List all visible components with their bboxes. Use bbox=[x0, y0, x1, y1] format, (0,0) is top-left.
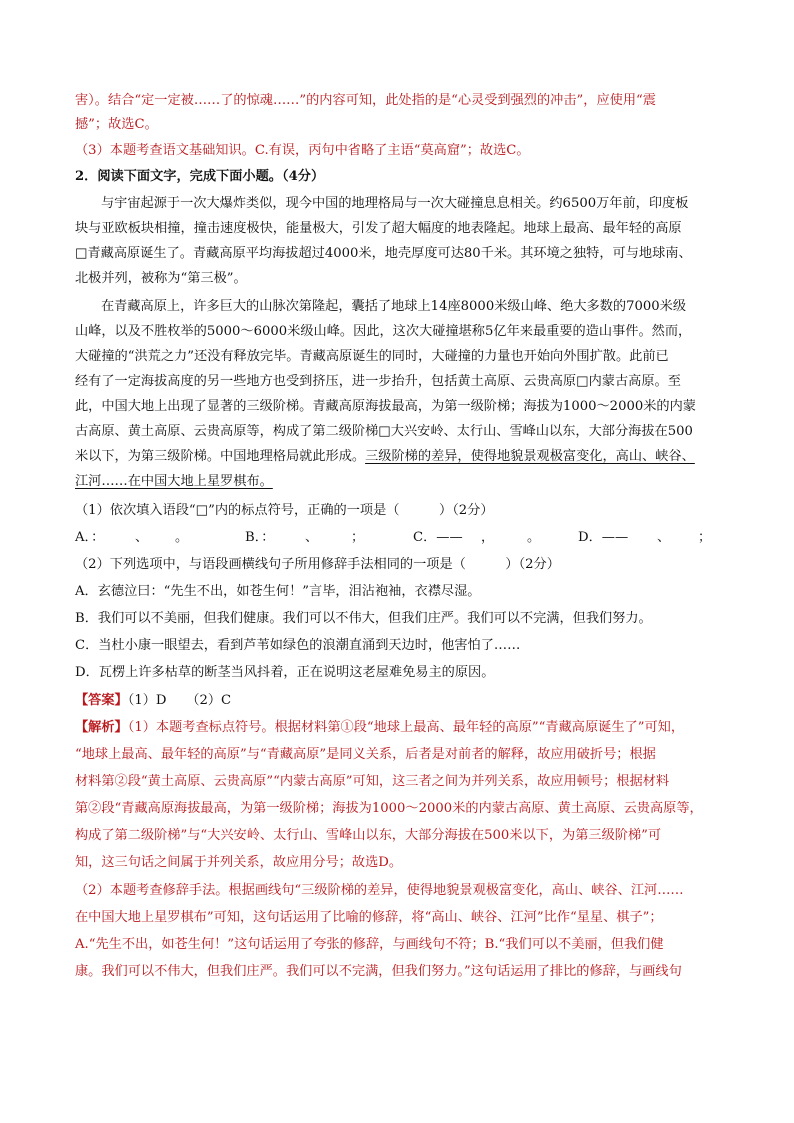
sub-question-2-option-c: C．当杜小康一眼望去，看到芦苇如绿色的浪潮直涌到天边时，他害怕了…… bbox=[75, 638, 521, 653]
prev-analysis-line-1: 害）。结合“定一定被……了的惊魂……”的内容可知，此处指的是“心灵受到强烈的冲击”，应使用“震 bbox=[75, 93, 656, 108]
passage-p2-line-7-text: 米以下，为第三级阶梯。中国地理格局就此形成。 bbox=[75, 449, 366, 464]
analysis-line-1 bbox=[75, 717, 684, 739]
option-b-mark-2: ； bbox=[351, 530, 365, 545]
question-title: 2．阅读下面文字，完成下面小题。（4分） bbox=[75, 169, 325, 184]
answer-label: 【答案】 bbox=[75, 693, 128, 708]
prev-analysis-line-3: （3）本题考查语文基础知识。C.有误，丙句中省略了主语“莫高窟”；故选C。 bbox=[75, 143, 530, 158]
passage-p2-line-3: 大碰撞的“洪荒之力”还没有释放完毕。青藏高原诞生的同时，大碰撞的力量也开始向外围扩散。此前已 bbox=[75, 349, 669, 364]
option-b-letter: B．： bbox=[245, 530, 275, 545]
sub-question-1-options bbox=[75, 527, 735, 549]
sub-question-2-option-d: D．瓦楞上许多枯草的断茎当风抖着，正在说明这老屋难免易主的原因。 bbox=[75, 665, 495, 680]
passage-p1-line-3: □青藏高原诞生了。青藏高原平均海拔超过4000米，地壳厚度可达80千米。其环境之独特，可与地球南、 bbox=[75, 246, 692, 261]
prev-analysis-line-2: 撼”；故选C。 bbox=[75, 117, 158, 132]
option-a-mark-2: 。 bbox=[175, 530, 189, 545]
analysis-line-5: 构成了第二级阶梯”与“大兴安岭、太行山、雪峰山以东，大部分海拔在500米以下，为第三级阶梯”可 bbox=[75, 828, 662, 843]
analysis-2-line-4: 康。我们可以不伟大，但我们庄严。我们可以不完满，但我们努力。”这句话运用了排比的修辞，与画线句 bbox=[75, 964, 682, 979]
passage-p2-line-4: 经有了一定海拔高度的另一些地方也受到挤压，进一步抬升，包括黄土高原、云贵高原□内蒙古高原。至 bbox=[75, 374, 681, 389]
passage-p2-line-6: 古高原、黄土高原、云贵高原等，构成了第二级阶梯□大兴安岭、太行山、雪峰山以东，大部分海拔在500 bbox=[75, 424, 693, 439]
answer-line bbox=[75, 690, 231, 712]
analysis-label: 【解析】 bbox=[75, 720, 128, 735]
option-c-letter: C．—— bbox=[413, 530, 463, 545]
analysis-line-2: “地球上最高、最年轻的高原”与“青藏高原”是同义关系，后者是对前者的解释，故应用破折号；根据 bbox=[75, 747, 656, 762]
option-c-mark-1: ， bbox=[481, 530, 495, 545]
analysis-2-line-1: （2）本题考查修辞手法。根据画线句“三级阶梯的差异，使得地貌景观极富变化，高山、峡谷、江河…… bbox=[75, 883, 684, 898]
option-d-mark-2: ； bbox=[698, 530, 712, 545]
analysis-line-3: 材料第②段“黄土高原、云贵高原”“内蒙古高原”可知，这三者之间为并列关系，故应用顿号；根据材料 bbox=[75, 774, 670, 789]
option-a-mark-1: 、 bbox=[135, 530, 149, 545]
sub-question-2-option-b: B．我们可以不美丽，但我们健康。我们可以不伟大，但我们庄严。我们可以不完满，但我们努力。 bbox=[75, 611, 652, 626]
option-d-mark-1: 、 bbox=[657, 530, 671, 545]
sub-question-1: （1）依次填入语段“□”内的标点符号，正确的一项是（ ）（2分） bbox=[75, 503, 494, 518]
passage-p2-line-2: 山峰，以及不胜枚举的5000～6000米级山峰。因此，这次大碰撞堪称5亿年来最重要的造山事件。然而， bbox=[75, 324, 692, 339]
option-c-mark-2: 。 bbox=[527, 530, 541, 545]
option-a-letter: A．： bbox=[75, 530, 105, 545]
passage-p1-line-2: 块与亚欧板块相撞，撞击速度极快，能量极大，引发了超大幅度的地表隆起。地球上最高、最年轻的高原 bbox=[75, 221, 682, 236]
analysis-line-4: 第②段“青藏高原海拔最高，为第一级阶梯；海拔为1000～2000米的内蒙古高原、黄土高原、云贵高原等， bbox=[75, 801, 703, 816]
sub-question-2: （2）下列选项中，与语段画横线句子所用修辞手法相同的一项是（ ）（2分） bbox=[75, 557, 560, 572]
underlined-sentence-part-1: 三级阶梯的差异，使得地貌景观极富变化，高山、峡谷、 bbox=[365, 449, 695, 464]
passage-p1-line-4: 北极并列，被称为“第三极”。 bbox=[75, 271, 247, 286]
answer-text: （1）D （2）C bbox=[127, 693, 232, 708]
passage-p2-line-5: 此，中国大地上出现了显著的三级阶梯。青藏高原海拔最高，为第一级阶梯；海拔为1000～2000米的内蒙 bbox=[75, 399, 696, 414]
option-b-mark-1: 、 bbox=[305, 530, 319, 545]
analysis-2-line-2: 在中国大地上星罗棋布”可知，这句话运用了比喻的修辞，将“高山、峡谷、江河”比作“星星、棋子”； bbox=[75, 910, 663, 925]
passage-p2-line-1: 在青藏高原上，许多巨大的山脉次第隆起，囊括了地球上14座8000米级山峰、绝大多数的7000米级 bbox=[101, 299, 687, 314]
option-d-letter: D．—— bbox=[578, 530, 629, 545]
analysis-2-line-3: A.“先生不出，如苍生何！”这句话运用了夸张的修辞，与画线句不符；B.“我们可以不美丽，但我们健 bbox=[75, 937, 664, 952]
passage-p1-line-1: 与宇宙起源于一次大爆炸类似，现今中国的地理格局与一次大碰撞息息相关。约6500万年前，印度板 bbox=[101, 196, 689, 211]
sub-question-2-option-a: A．玄德泣曰：“先生不出，如苍生何！”言毕，泪沾袍袖，衣襟尽湿。 bbox=[75, 584, 481, 599]
underlined-sentence-part-2: 江河……在中国大地上星罗棋布。 bbox=[75, 474, 273, 489]
analysis-line-6: 知，这三句话之间属于并列关系，故应用分号；故选D。 bbox=[75, 855, 403, 870]
analysis-line-1-text: （1）本题考查标点符号。根据材料第①段“地球上最高、最年轻的高原”“青藏高原诞生了”可知， bbox=[127, 720, 685, 735]
passage-p2-line-7 bbox=[75, 446, 695, 468]
